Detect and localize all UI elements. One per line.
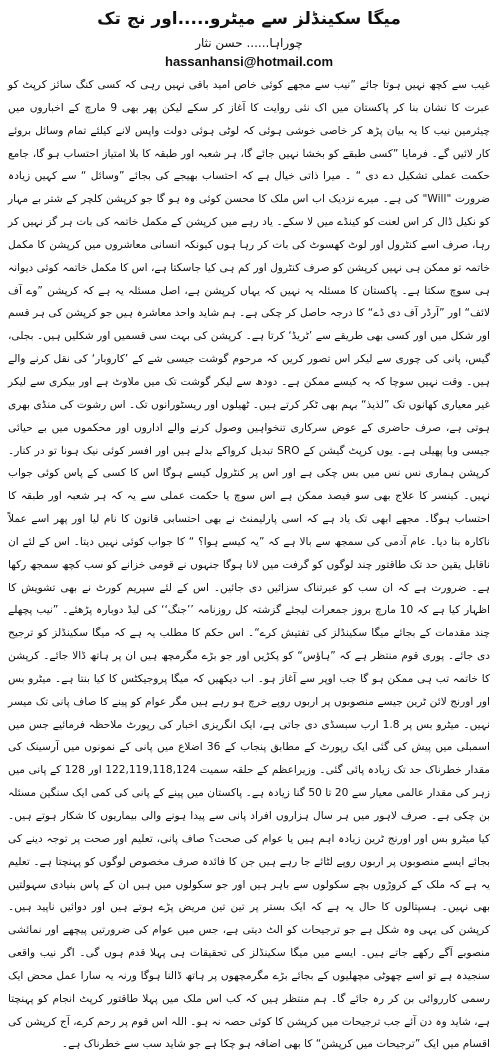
author-email: hassanhansi@hotmail.com	[165, 54, 333, 69]
column-byline: چوراہا...... حسن نثار	[195, 36, 303, 50]
column-header	[8, 6, 490, 70]
column-title: میگا سکینڈلز سے میٹرو.....اور نج تک	[97, 9, 401, 29]
column-body: غیب سے کچھ نہیں ہوتا جائے ”نیب سے مجھے کوئی خاص امید باقی نہیں رہی کہ کسی کنگ سائز کرپٹ کو عبرت کا نشان بنا کر پاکستان میں اک نئی روایت کا آغاز کر سکے لیکن پھر بھی 9 مارچ کے اخباروں میں چیئرمین نیب کا یہ بیان پڑھ کر خاصی خوشی ہوئی کہ لوٹی ہوئی دولت واپس لانے کیلئے تمام وسائل بروئے کار لائیں گے۔ فرمایا ”کسی طبقے کو بخشا نہیں جائے گا، ہر شعبہ اور طبقہ کا بلا امتیاز احتساب ہو گا، جامع حکمت عملی تشکیل دے دی “ ۔ میرا ذاتی خیال ہے کہ احتساب بھیجے کی بجائے ”وسائل “ سے کہیں زیادہ ضرورت "Will" کی ہے۔ میرے نزدیک اب اس ملک کا محسن کوئی وہ ہو گا جو کرپشن کلچر کے شتر بے مہار کو نکیل ڈال کر اس لعنت کو کینڈے میں لا سکے۔ یاد رہے میں کرپشن کے مکمل خاتمہ کی بات ہر گز نہیں کر رہا، صرف اسے کنٹرول اور لوٹ کھسوٹ کی بات کر رہا ہوں کیونکہ انسانی معاشروں میں کرپشن کا مکمل خاتمہ تو ممکن ہی نہیں کرپشن کو صرف کنٹرول اور کم ہی کیا جاسکتا ہے، اس کا مکمل خاتمہ کوئی دیوانہ ہی سوچ سکتا ہے۔ پاکستان کا مسئلہ یہ نہیں کہ یہاں کرپشن ہے، اصل مسئلہ یہ ہے کہ کرپشن ”وے آف لائف“ اور ”آرڈر آف دی ڈے“ کا درجہ حاصل کر چکی ہے۔ ہم شاید واحد معاشرہ ہیں جو کرپشن کی ہر قسم اور شکل میں اور کسی بھی طریقے سے ’ٹریڈ‘ کرتا ہے۔ کرپشن کی بہت سی قسمیں اور شکلیں ہیں۔ بجلی، گیس، پانی کی چوری سے لیکر اس تصور کریں کہ مرحوم گوشت جیسی شے کے ’کاروبار‘ کی نقل کرنے والے ہیں۔ وقت نہیں سوچا کہ یہ کیسے ممکن ہے۔ دودھ سے لیکر گوشت تک میں ملاوٹ ہے اور بیکری سے لیکر غیر معیاری کھانوں تک ”لذیذ“ بہم بھی ٹکر کرتے ہیں۔ ٹھیلوں اور ریسٹورانوں تک۔ اس رشوت کی منڈی بھری ہوتی ہے، صرف حاضری کے عوض سرکاری تنخواہیں وصول کرنے والے اداروں اور محکموں میں بے حیائی جیسی وبا پھیلی ہے۔ یوں کرپٹ گیشن کے SRO تبدیل کرواکے بدلے ہیں اور افسر کوئی نیک ہونا تو در کنار۔ کرپشن ہماری نس نس میں بس چکی ہے اور اس پر کنٹرول کیسے ہوگا اس کا کسی کے پاس کوئی جواب نہیں۔ کینسر کا علاج بھی سو فیصد ممکن ہے اس سوچ یا حکمت عملی سے یہ کہ ہر شعبہ اور طبقہ کا احتساب ہوگا۔ مجھے ابھی تک یاد ہے کہ اسی پارلیمنٹ نے بھی احتسابی قانون کا نام لیا اور پھر اسے عملاً ناکارہ بنا دیا۔ عام آدمی کی سمجھ سے بالا ہے کہ ”یہ کیسے ہوا؟ “ کا جواب کوئی نہیں دیتا۔ اس کے لئے ان ناقابل یقین حد تک طاقتور چند لوگوں کو گرفت میں لانا ہوگا جنہوں نے قومی خزانے کو سب کچھ سمجھ رکھا ہے۔ ضرورت ہے کہ ان سب کو عبرتناک سزائیں دی جائیں۔ اس کے لئے سپریم کورٹ نے بھی تشویش کا اظہار کیا ہے کہ 10 مارچ بروز جمعرات لیجئے گزشتہ کل روزنامہ ’’جنگ‘‘ کی لیڈ دوبارہ پڑھئے۔ ”نیب پچھلے چند مقدمات کے بجائے میگا سکینڈلز کی تفتیش کرے“۔ اس حکم کا مطلب یہ ہے کہ میگا سکینڈلز کو ترجیح دی جائے۔ پوری قوم منتظر ہے کہ ”ہاؤس“ کو پکڑیں اور جو بڑے مگرمچھ ہیں ان پر ہاتھ ڈالا جائے۔ کرپشن کا خاتمہ تب ہی ممکن ہو گا جب اوپر سے آغاز ہو۔ اب دیکھیں کہ میگا پروجیکٹس کا کیا بنتا ہے۔ میٹرو بس اور اورنج لائن ٹرین جیسے منصوبوں پر اربوں روپے خرچ ہو رہے ہیں مگر عوام کو پینے کا صاف پانی تک میسر نہیں۔ میٹرو بس پر 1.8 ارب سبسڈی دی جاتی ہے، ایک انگریزی اخبار کی رپورٹ ملاحظہ فرمائیے جس میں اسمبلی میں پیش کی گئی ایک رپورٹ کے مطابق پنجاب کے 36 اضلاع میں پانی کے نمونوں میں آرسینک کی مقدار خطرناک حد تک زیادہ پائی گئی۔ وزیراعظم کے حلقہ سمیت 122,119,118,124 اور 128 کے پانی میں زہر کی مقدار عالمی معیار سے 20 تا 50 گنا زیادہ ہے۔ پاکستان میں پینے کے پانی کی کمی ایک سنگین مسئلہ بن چکی ہے۔ صرف لاہور میں ہر سال ہزاروں افراد پانی سے پیدا ہونے والی بیماریوں کا شکار ہوتے ہیں۔ کیا میٹرو بس اور اورنج ٹرین زیادہ اہم ہیں یا عوام کی صحت؟ صاف پانی، تعلیم اور صحت پر توجہ دینے کی بجائے ایسے منصوبوں پر اربوں روپے لٹائے جا رہے ہیں جن کا فائدہ صرف مخصوص لوگوں کو پہنچتا ہے۔ تعلیم یہ ہے کہ ملک کے کروڑوں بچے سکولوں سے باہر ہیں اور جو سکولوں میں ہیں ان کے پاس بنیادی سہولتیں بھی نہیں۔ ہسپتالوں کا حال یہ ہے کہ ایک بستر پر تین تین مریض پڑے ہوتے ہیں اور دوائیں ناپید ہیں۔ کرپشن کی یہی وہ شکل ہے جو ترجیحات کو الٹ دیتی ہے، جس میں عوام کی ضرورتیں پیچھے اور نمائشی منصوبے آگے رکھے جاتے ہیں۔ ایسے میں میگا سکینڈلز کی تحقیقات ہی پہلا قدم ہوں گی۔ اگر نیب واقعی سنجیدہ ہے تو اسے چھوٹی مچھلیوں کے بجائے بڑے مگرمچھوں پر ہاتھ ڈالنا ہوگا ورنہ یہ سارا عمل محض ایک رسمی کارروائی بن کر رہ جائے گا۔ ہم منتظر ہیں کہ کب اس ملک میں پہلا طاقتور کرپٹ انجام کو پہنچتا ہے، شاید وہ دن آئے جب ترجیحات میں کرپشن کا کوئی حصہ نہ ہو۔ اللہ اس قوم پر رحم کرے، آج کرپشن کی اقسام میں ایک ”ترجیحات میں کرپشن“ کا بھی اضافہ ہو چکا ہے جو شاید سب سے خطرناک ہے۔	[8, 79, 491, 1051]
